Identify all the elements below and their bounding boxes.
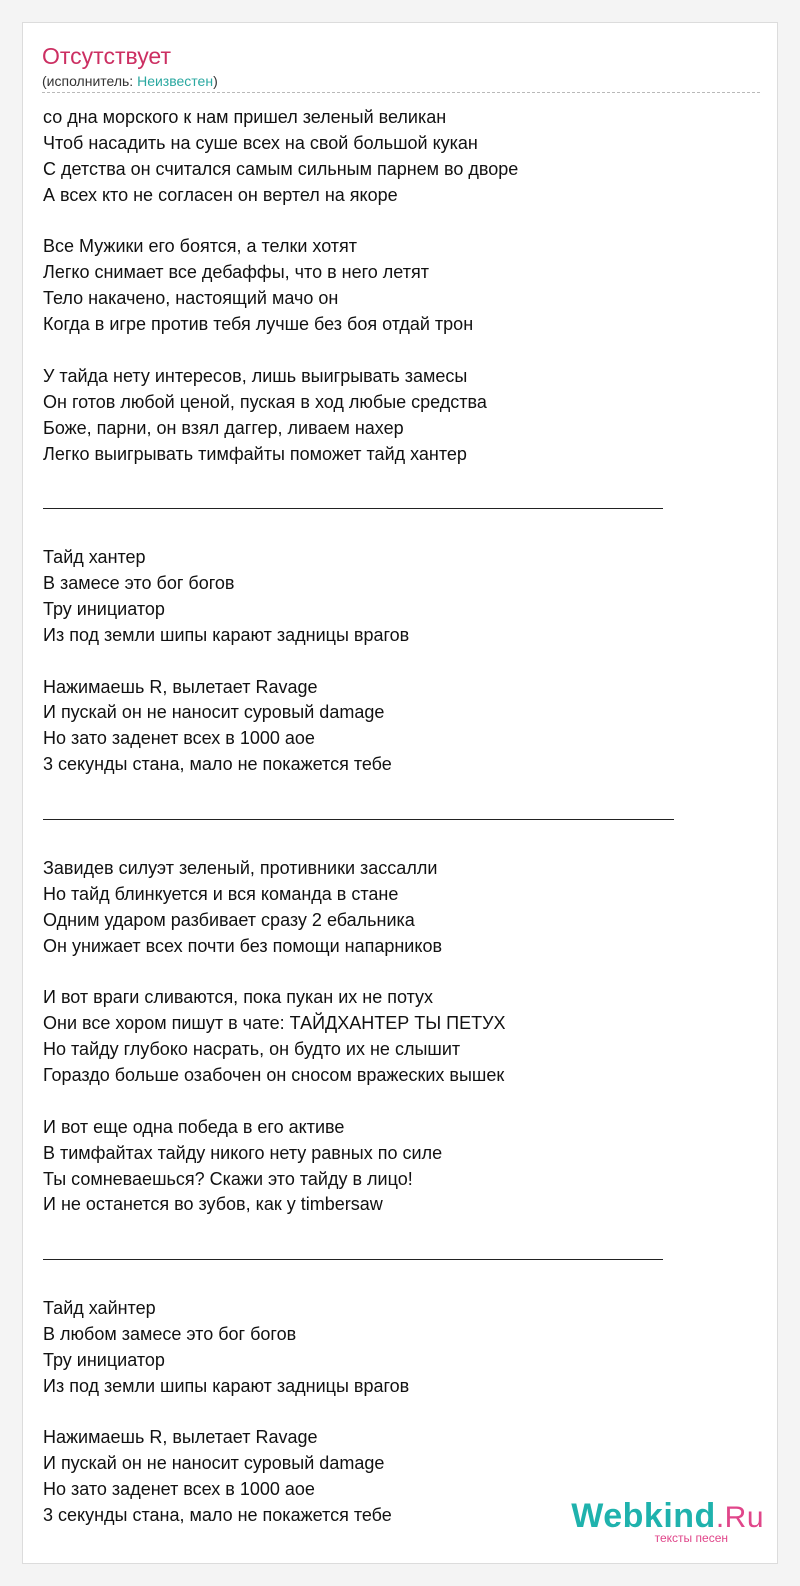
lyric-line: Но тайд блинкуется и вся команда в стане (43, 883, 399, 904)
lyric-line: со дна морского к нам пришел зеленый великан (43, 107, 447, 127)
stanza-gap (43, 467, 763, 493)
stanza-gap (43, 209, 763, 235)
stanza-gap (43, 1218, 763, 1244)
lyric-line: И вот враги сливаются, пока пукан их не потух (43, 987, 434, 1008)
lyric-line: А всех кто не согласен он вертел на якоре (43, 184, 398, 205)
lyric-line: Боже, парни, он взял даггер, ливаем нахер (43, 417, 404, 438)
logo-tagline: тексты песен (654, 1531, 728, 1545)
lyric-line: В замесе это бог богов (43, 573, 235, 594)
lyric-line: В тимфайтах тайду никого нету равных по силе (43, 1142, 443, 1163)
lyric-line: У тайда нету интересов, лишь выигрывать замесы (43, 365, 468, 386)
artist-link[interactable]: Неизвестен (137, 73, 214, 89)
artist-prefix: (исполнитель: (42, 73, 138, 89)
lyric-line: С детства он считался самым сильным парнем во дворе (43, 158, 519, 179)
separator-line (43, 819, 674, 820)
stanza-gap (43, 649, 763, 675)
lyric-line: И не останется во зубов, как у timbersaw (43, 1194, 383, 1215)
lyric-line: Тайд хантер (43, 547, 146, 568)
lyric-line: Из под земли шипы карают задницы врагов (43, 624, 410, 645)
song-title: Отсутствует (42, 43, 171, 69)
stanza-gap (43, 778, 763, 804)
section-separator (43, 1244, 763, 1270)
lyric-line: Когда в игре против тебя лучше без боя отдай трон (43, 314, 474, 335)
lyric-line: Легко выигрывать тимфайты поможет тайд хантер (43, 443, 467, 464)
lyric-line: Тайд хайнтер (43, 1297, 156, 1318)
lyric-line: Все Мужики его боятся, а телки хотят (43, 236, 358, 257)
site-logo[interactable] (571, 1498, 764, 1544)
lyric-line: Легко снимает все дебаффы, что в него летят (43, 262, 429, 283)
lyric-line: Тру инициатор (43, 598, 165, 619)
lyric-line: Он унижает всех почти без помощи напарников (43, 935, 443, 956)
lyric-line: Гораздо больше озабочен он сносом вражеских вышек (43, 1064, 505, 1085)
lyric-line: Ты сомневаешься? Скажи это тайду в лицо! (43, 1168, 413, 1189)
stanza-gap (43, 1089, 763, 1115)
separator-line (43, 1259, 663, 1260)
lyric-line: Нажимаешь R, вылетает Ravage (43, 1427, 318, 1448)
logo-brand: Webkind (571, 1497, 716, 1535)
lyric-line: И вот еще одна победа в его активе (43, 1116, 345, 1137)
lyric-line: И пускай он не наносит суровый damage (43, 702, 385, 723)
lyric-line: Одним ударом разбивает сразу 2 ебальника (43, 909, 415, 930)
lyric-line: Завидев силуэт зеленый, противники зассалли (43, 857, 438, 878)
lyric-line: 3 секунды стана, мало не покажется тебе (43, 1505, 392, 1526)
section-separator (43, 493, 763, 519)
stanza-gap (43, 959, 763, 985)
lyric-line: В любом замесе это бог богов (43, 1323, 297, 1344)
lyric-line: Он готов любой ценой, пуская в ход любые средства (43, 391, 487, 412)
separator-line (43, 508, 663, 509)
lyric-line: Но зато заденет всех в 1000 аое (43, 1479, 315, 1500)
stanza-gap (43, 830, 763, 856)
lyric-line: Но тайду глубоко насрать, он будто их не слышит (43, 1039, 461, 1060)
lyric-line: Они все хором пишут в чате: ТАЙДХАНТЕР ТЫ ПЕТУХ (43, 1013, 506, 1034)
stanza-gap (43, 519, 763, 545)
stanza-gap (43, 1400, 763, 1426)
section-separator (43, 804, 763, 830)
stanza-gap (43, 1270, 763, 1296)
lyric-line: Из под земли шипы карают задницы врагов (43, 1375, 410, 1396)
artist-line (42, 72, 218, 90)
logo-tld: .Ru (715, 1501, 764, 1534)
lyric-line: И пускай он не наносит суровый damage (43, 1453, 385, 1474)
lyric-line: Нажимаешь R, вылетает Ravage (43, 676, 318, 697)
lyric-line: Но зато заденет всех в 1000 аое (43, 728, 315, 749)
lyric-line: Чтоб насадить на суше всех на свой большой кукан (43, 132, 478, 153)
lyric-line: Тру инициатор (43, 1349, 165, 1370)
stanza-gap (43, 338, 763, 364)
artist-suffix: ) (213, 73, 218, 89)
lyric-line: 3 секунды стана, мало не покажется тебе (43, 754, 392, 775)
header-divider (42, 92, 760, 93)
lyrics-body (43, 105, 763, 1529)
lyric-line: Тело накачено, настоящий мачо он (43, 288, 339, 309)
